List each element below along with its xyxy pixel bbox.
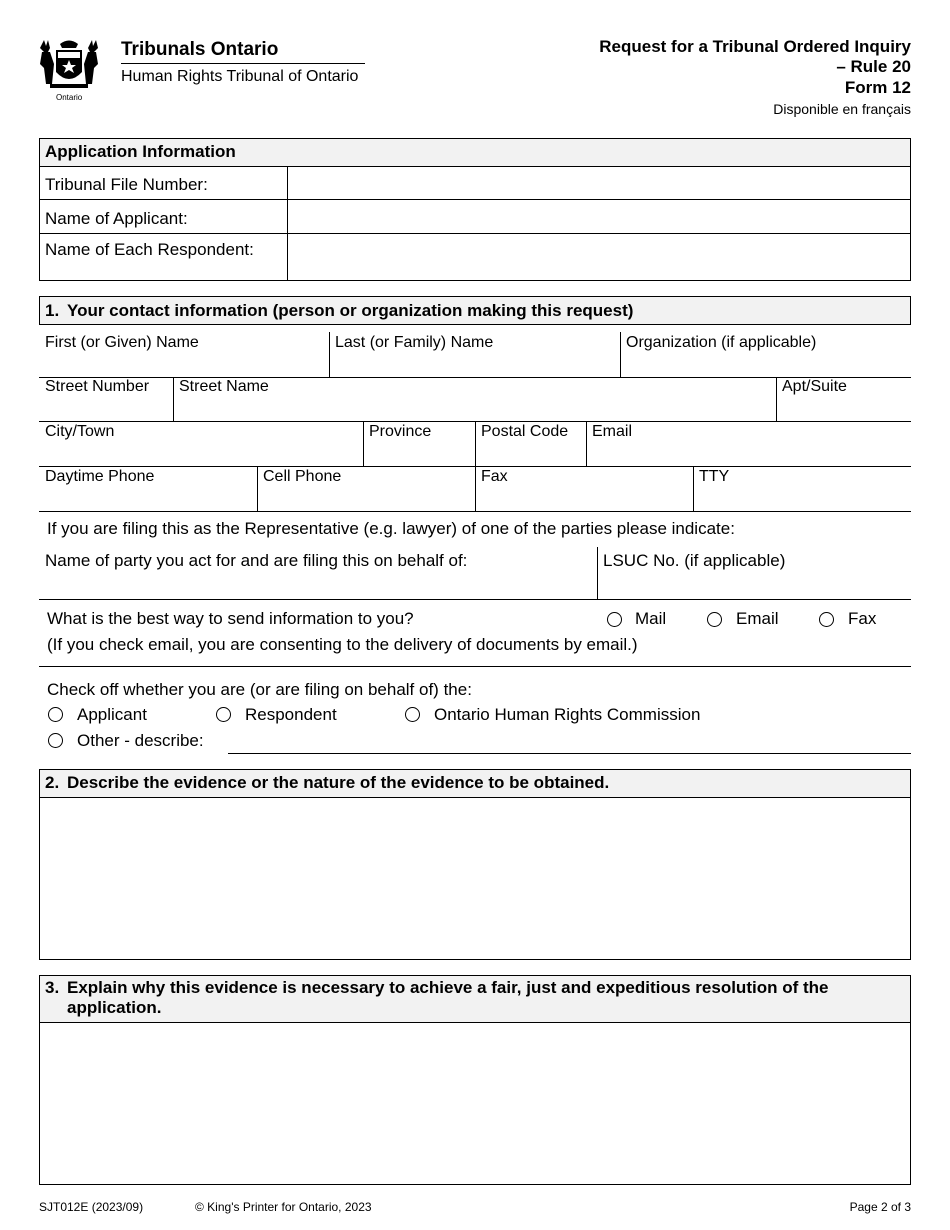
evidence-description-textarea[interactable]: [40, 798, 910, 959]
street-name-label: Street Name: [179, 378, 269, 395]
applicant-option-label: Applicant: [77, 705, 147, 724]
mail-option-label: Mail: [635, 609, 667, 628]
ohrc-radio[interactable]: [405, 707, 420, 722]
column-divider: [287, 166, 288, 281]
evidence-necessity-textarea[interactable]: [40, 1023, 910, 1184]
province-label: Province: [369, 423, 432, 440]
lsuc-number-label: LSUC No. (if applicable): [603, 551, 786, 570]
copyright-notice: © King's Printer for Ontario, 2023: [195, 1200, 372, 1214]
french-availability-link[interactable]: Disponible en français: [773, 101, 911, 117]
email-option-label: Email: [736, 609, 779, 628]
respondent-names-label: Name of Each Respondent:: [45, 240, 254, 259]
row-divider: [39, 599, 911, 600]
fax-radio[interactable]: [819, 612, 834, 627]
first-name-label: First (or Given) Name: [45, 334, 199, 351]
section3-number: 3.: [45, 978, 60, 997]
column-divider: [693, 466, 694, 511]
form-title-line1: Request for a Tribunal Ordered Inquiry: [599, 37, 911, 56]
fax-input[interactable]: [477, 487, 692, 510]
respondent-radio[interactable]: [216, 707, 231, 722]
applicant-name-input[interactable]: [289, 200, 909, 232]
role-question: Check off whether you are (or are filing on behalf of) the:: [47, 680, 472, 699]
section2-heading: Describe the evidence or the nature of the evidence to be obtained.: [67, 773, 610, 792]
last-name-label: Last (or Family) Name: [335, 334, 494, 351]
street-number-label: Street Number: [45, 378, 150, 395]
column-divider: [329, 332, 330, 377]
fax-label: Fax: [481, 468, 508, 485]
section3-heading-line1: Explain why this evidence is necessary to achieve a fair, just and expeditious resolution of the: [67, 978, 829, 997]
province-input[interactable]: [365, 442, 474, 465]
column-divider: [257, 466, 258, 511]
column-divider: [776, 377, 777, 421]
ontario-crest-logo: [36, 38, 102, 96]
lsuc-number-input[interactable]: [599, 573, 910, 598]
row-divider: [39, 511, 911, 512]
postal-code-input[interactable]: [477, 442, 585, 465]
other-radio[interactable]: [48, 733, 63, 748]
organization-input[interactable]: [622, 352, 910, 376]
representative-note: If you are filing this as the Representative (e.g. lawyer) of one of the parties please indicate:: [47, 519, 735, 538]
row-divider: [39, 377, 911, 378]
org-name: Tribunals Ontario: [121, 39, 279, 60]
daytime-phone-input[interactable]: [40, 487, 256, 510]
application-info-heading: Application Information: [45, 142, 236, 161]
column-divider: [586, 421, 587, 466]
tty-input[interactable]: [695, 487, 910, 510]
column-divider: [173, 377, 174, 421]
respondent-option-label: Respondent: [245, 705, 337, 724]
apt-suite-label: Apt/Suite: [782, 378, 847, 395]
send-method-question: What is the best way to send information to you?: [47, 609, 414, 628]
row-divider: [39, 666, 911, 667]
postal-code-label: Postal Code: [481, 423, 569, 440]
email-input[interactable]: [588, 442, 910, 465]
daytime-phone-label: Daytime Phone: [45, 468, 155, 485]
fax-option-label: Fax: [848, 609, 877, 628]
file-number-label: Tribunal File Number:: [45, 175, 208, 194]
column-divider: [620, 332, 621, 377]
party-name-input[interactable]: [40, 573, 596, 598]
email-label: Email: [592, 423, 633, 440]
other-option-label: Other - describe:: [77, 731, 204, 750]
last-name-input[interactable]: [331, 352, 619, 376]
city-input[interactable]: [40, 442, 362, 465]
section1-number: 1.: [45, 301, 60, 320]
column-divider: [475, 421, 476, 466]
form-number: Form 12: [844, 78, 911, 97]
column-divider: [475, 466, 476, 511]
city-label: City/Town: [45, 423, 115, 440]
other-describe-input[interactable]: [228, 730, 910, 753]
column-divider: [597, 547, 598, 599]
party-name-label: Name of party you act for and are filing this on behalf of:: [45, 551, 468, 570]
sub-org-name: Human Rights Tribunal of Ontario: [121, 68, 359, 85]
organization-label: Organization (if applicable): [626, 334, 817, 351]
street-number-input[interactable]: [40, 397, 172, 420]
header-divider: [121, 63, 365, 64]
crest-caption: Ontario: [56, 93, 83, 102]
ohrc-option-label: Ontario Human Rights Commission: [434, 705, 701, 724]
apt-suite-input[interactable]: [778, 397, 910, 420]
form-code: SJT012E (2023/09): [39, 1200, 144, 1214]
tty-label: TTY: [699, 468, 730, 485]
page-number: Page 2 of 3: [849, 1200, 911, 1214]
email-radio[interactable]: [707, 612, 722, 627]
section2-number: 2.: [45, 773, 60, 792]
street-name-input[interactable]: [175, 397, 775, 420]
email-consent-note: (If you check email, you are consenting to the delivery of documents by email.): [47, 635, 638, 654]
cell-phone-input[interactable]: [259, 487, 474, 510]
form-title-line2: – Rule 20: [836, 57, 911, 76]
other-describe-underline: [228, 753, 911, 754]
section1-heading: Your contact information (person or organization making this request): [67, 301, 634, 320]
respondent-names-input[interactable]: [289, 234, 909, 280]
applicant-name-label: Name of Applicant:: [45, 209, 188, 228]
section3-heading-line2: application.: [67, 998, 162, 1017]
mail-radio[interactable]: [607, 612, 622, 627]
cell-phone-label: Cell Phone: [263, 468, 342, 485]
first-name-input[interactable]: [40, 352, 328, 376]
column-divider: [363, 421, 364, 466]
file-number-input[interactable]: [289, 167, 909, 198]
applicant-radio[interactable]: [48, 707, 63, 722]
